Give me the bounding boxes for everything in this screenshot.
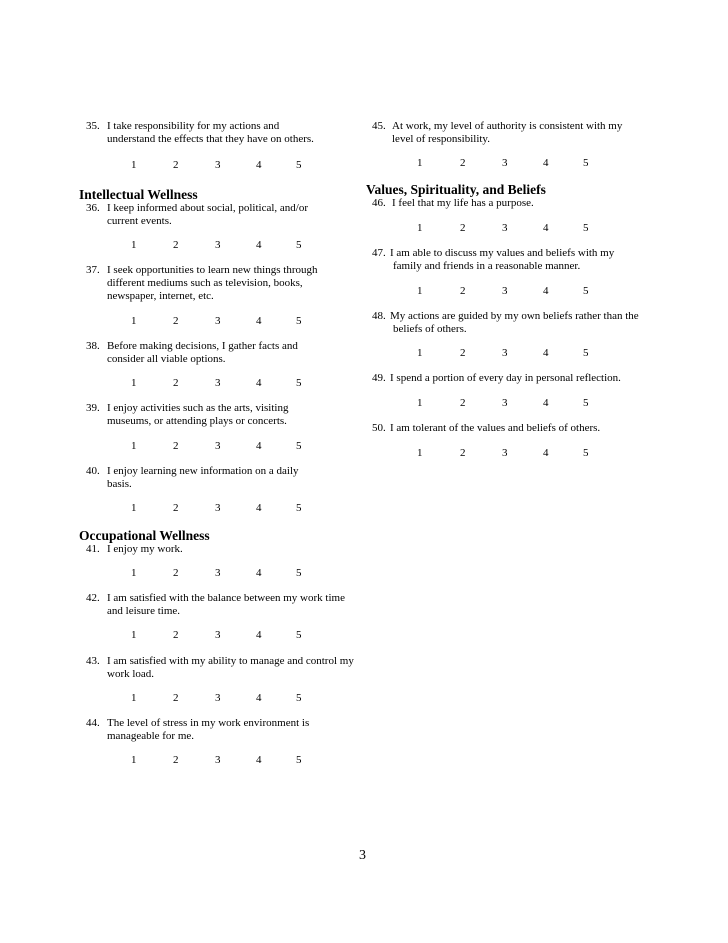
rating-option[interactable]: 4 (543, 347, 549, 359)
rating-option[interactable]: 2 (173, 754, 179, 766)
question-39 (86, 402, 366, 432)
page-number: 3 (359, 848, 366, 863)
question-49 (372, 372, 672, 387)
rating-option[interactable]: 3 (502, 222, 508, 234)
rating-option[interactable]: 4 (256, 567, 262, 579)
question-text-line: family and friends in a reasonable manner. (393, 260, 581, 272)
rating-option[interactable]: 2 (173, 377, 179, 389)
rating-option[interactable]: 1 (131, 440, 137, 452)
rating-option[interactable]: 2 (173, 440, 179, 452)
question-40 (86, 465, 366, 495)
question-text-line: level of responsibility. (392, 133, 490, 145)
question-number: 37. (86, 264, 100, 276)
rating-option[interactable]: 3 (215, 440, 221, 452)
question-number: 39. (86, 402, 100, 414)
question-46 (372, 197, 672, 212)
rating-option[interactable]: 3 (215, 754, 221, 766)
question-text-line: I keep informed about social, political, and/or (107, 202, 308, 214)
rating-option[interactable]: 2 (173, 315, 179, 327)
rating-option[interactable]: 4 (256, 377, 262, 389)
question-48 (372, 310, 672, 340)
rating-option[interactable]: 1 (131, 239, 137, 251)
question-number: 45. (372, 120, 386, 132)
rating-option[interactable]: 4 (543, 157, 549, 169)
rating-option[interactable]: 2 (460, 397, 466, 409)
question-text-line: consider all viable options. (107, 353, 226, 365)
rating-option[interactable]: 5 (296, 440, 302, 452)
question-text-line: understand the effects that they have on others. (107, 133, 314, 145)
rating-option[interactable]: 3 (215, 239, 221, 251)
question-number: 41. (86, 543, 100, 555)
question-text-line: I am satisfied with the balance between my work time (107, 592, 345, 604)
question-number: 38. (86, 340, 100, 352)
rating-option[interactable]: 4 (543, 397, 549, 409)
rating-option[interactable]: 3 (502, 397, 508, 409)
question-47 (372, 247, 672, 277)
rating-option[interactable]: 1 (417, 397, 423, 409)
rating-option[interactable]: 4 (543, 222, 549, 234)
rating-option[interactable]: 3 (502, 157, 508, 169)
rating-option[interactable]: 4 (543, 447, 549, 459)
question-text-line: At work, my level of authority is consistent with my (392, 120, 623, 132)
rating-option[interactable]: 4 (256, 629, 262, 641)
rating-option[interactable]: 2 (460, 285, 466, 297)
question-text-line: work load. (107, 668, 155, 680)
question-number: 36. (86, 202, 100, 214)
rating-option[interactable]: 1 (131, 377, 137, 389)
section-heading-intellectual: Intellectual Wellness (79, 187, 198, 202)
question-35 (86, 120, 366, 150)
rating-option[interactable]: 2 (460, 157, 466, 169)
rating-option[interactable]: 1 (417, 222, 423, 234)
rating-option[interactable]: 1 (131, 567, 137, 579)
rating-option[interactable]: 1 (131, 754, 137, 766)
rating-option[interactable]: 5 (296, 629, 302, 641)
rating-option[interactable]: 3 (502, 447, 508, 459)
rating-option[interactable]: 5 (296, 315, 302, 327)
rating-option[interactable]: 3 (502, 347, 508, 359)
question-text-line: My actions are guided by my own beliefs rather than the (390, 310, 639, 322)
question-text-line: I spend a portion of every day in personal reflection. (390, 372, 621, 384)
question-50 (372, 422, 672, 437)
question-text-line: I seek opportunities to learn new things through (107, 264, 318, 276)
question-44 (86, 717, 366, 747)
question-text-line: I am able to discuss my values and beliefs with my (390, 247, 615, 259)
rating-option[interactable]: 4 (256, 440, 262, 452)
rating-option[interactable]: 4 (256, 159, 262, 171)
rating-option[interactable]: 5 (583, 157, 589, 169)
question-number: 47. (372, 247, 386, 259)
question-number: 43. (86, 655, 100, 667)
question-text-line: I am satisfied with my ability to manage and control my (107, 655, 354, 667)
rating-option[interactable]: 2 (173, 239, 179, 251)
section-heading-occupational: Occupational Wellness (79, 528, 210, 543)
question-number: 42. (86, 592, 100, 604)
rating-option[interactable]: 4 (256, 502, 262, 514)
rating-option[interactable]: 5 (583, 222, 589, 234)
rating-option[interactable]: 2 (460, 347, 466, 359)
rating-option[interactable]: 3 (215, 159, 221, 171)
rating-option[interactable]: 1 (417, 347, 423, 359)
rating-option[interactable]: 4 (256, 315, 262, 327)
question-text-line: I feel that my life has a purpose. (392, 197, 534, 209)
rating-option[interactable]: 1 (131, 159, 137, 171)
rating-option[interactable]: 1 (131, 629, 137, 641)
rating-option[interactable]: 5 (296, 239, 302, 251)
question-text-line: and leisure time. (107, 605, 181, 617)
question-text-line: The level of stress in my work environment is (107, 717, 310, 729)
rating-option[interactable]: 5 (583, 397, 589, 409)
question-41 (86, 543, 366, 558)
rating-option[interactable]: 2 (460, 447, 466, 459)
question-number: 44. (86, 717, 100, 729)
rating-option[interactable]: 4 (543, 285, 549, 297)
question-number: 35. (86, 120, 100, 132)
question-text-line: Before making decisions, I gather facts and (107, 340, 298, 352)
rating-option[interactable]: 1 (417, 447, 423, 459)
question-number: 40. (86, 465, 100, 477)
rating-option[interactable]: 1 (417, 157, 423, 169)
question-43 (86, 655, 386, 685)
rating-option[interactable]: 4 (256, 692, 262, 704)
rating-option[interactable]: 2 (173, 629, 179, 641)
rating-option[interactable]: 2 (173, 159, 179, 171)
question-text-line: I take responsibility for my actions and (107, 120, 280, 132)
rating-option[interactable]: 2 (173, 502, 179, 514)
rating-option[interactable]: 1 (131, 502, 137, 514)
rating-option[interactable]: 5 (296, 502, 302, 514)
question-37 (86, 264, 366, 306)
rating-option[interactable]: 2 (460, 222, 466, 234)
rating-option[interactable]: 2 (173, 567, 179, 579)
rating-option[interactable]: 3 (215, 629, 221, 641)
rating-option[interactable]: 1 (417, 285, 423, 297)
question-number: 48. (372, 310, 386, 322)
rating-option[interactable]: 1 (131, 315, 137, 327)
question-text-line: I am tolerant of the values and beliefs of others. (390, 422, 601, 434)
rating-option[interactable]: 5 (296, 754, 302, 766)
rating-option[interactable]: 3 (215, 567, 221, 579)
rating-option[interactable]: 4 (256, 754, 262, 766)
rating-option[interactable]: 5 (296, 692, 302, 704)
rating-option[interactable]: 5 (583, 285, 589, 297)
question-text-line: different mediums such as television, books, (107, 277, 303, 289)
rating-option[interactable]: 3 (215, 502, 221, 514)
question-42 (86, 592, 376, 622)
rating-option[interactable]: 2 (173, 692, 179, 704)
rating-option[interactable]: 3 (215, 692, 221, 704)
question-text-line: newspaper, internet, etc. (107, 290, 214, 302)
question-text-line: museums, or attending plays or concerts. (107, 415, 287, 427)
question-number: 46. (372, 197, 386, 209)
question-38 (86, 340, 366, 370)
question-45 (372, 120, 672, 150)
rating-option[interactable]: 5 (583, 447, 589, 459)
rating-option[interactable]: 5 (583, 347, 589, 359)
section-heading-values: Values, Spirituality, and Beliefs (366, 182, 546, 197)
rating-option[interactable]: 5 (296, 159, 302, 171)
question-36 (86, 202, 366, 232)
rating-option[interactable]: 3 (215, 315, 221, 327)
question-text-line: I enjoy my work. (107, 543, 183, 555)
question-number: 49. (372, 372, 386, 384)
question-text-line: beliefs of others. (393, 323, 467, 335)
question-text-line: basis. (107, 478, 132, 490)
rating-option[interactable]: 5 (296, 377, 302, 389)
rating-option[interactable]: 5 (296, 567, 302, 579)
question-number: 50. (372, 422, 386, 434)
rating-option[interactable]: 4 (256, 239, 262, 251)
rating-option[interactable]: 1 (131, 692, 137, 704)
question-text-line: I enjoy activities such as the arts, visiting (107, 402, 289, 414)
rating-option[interactable]: 3 (502, 285, 508, 297)
question-text-line: I enjoy learning new information on a daily (107, 465, 299, 477)
question-text-line: current events. (107, 215, 172, 227)
question-text-line: manageable for me. (107, 730, 195, 742)
rating-option[interactable]: 3 (215, 377, 221, 389)
